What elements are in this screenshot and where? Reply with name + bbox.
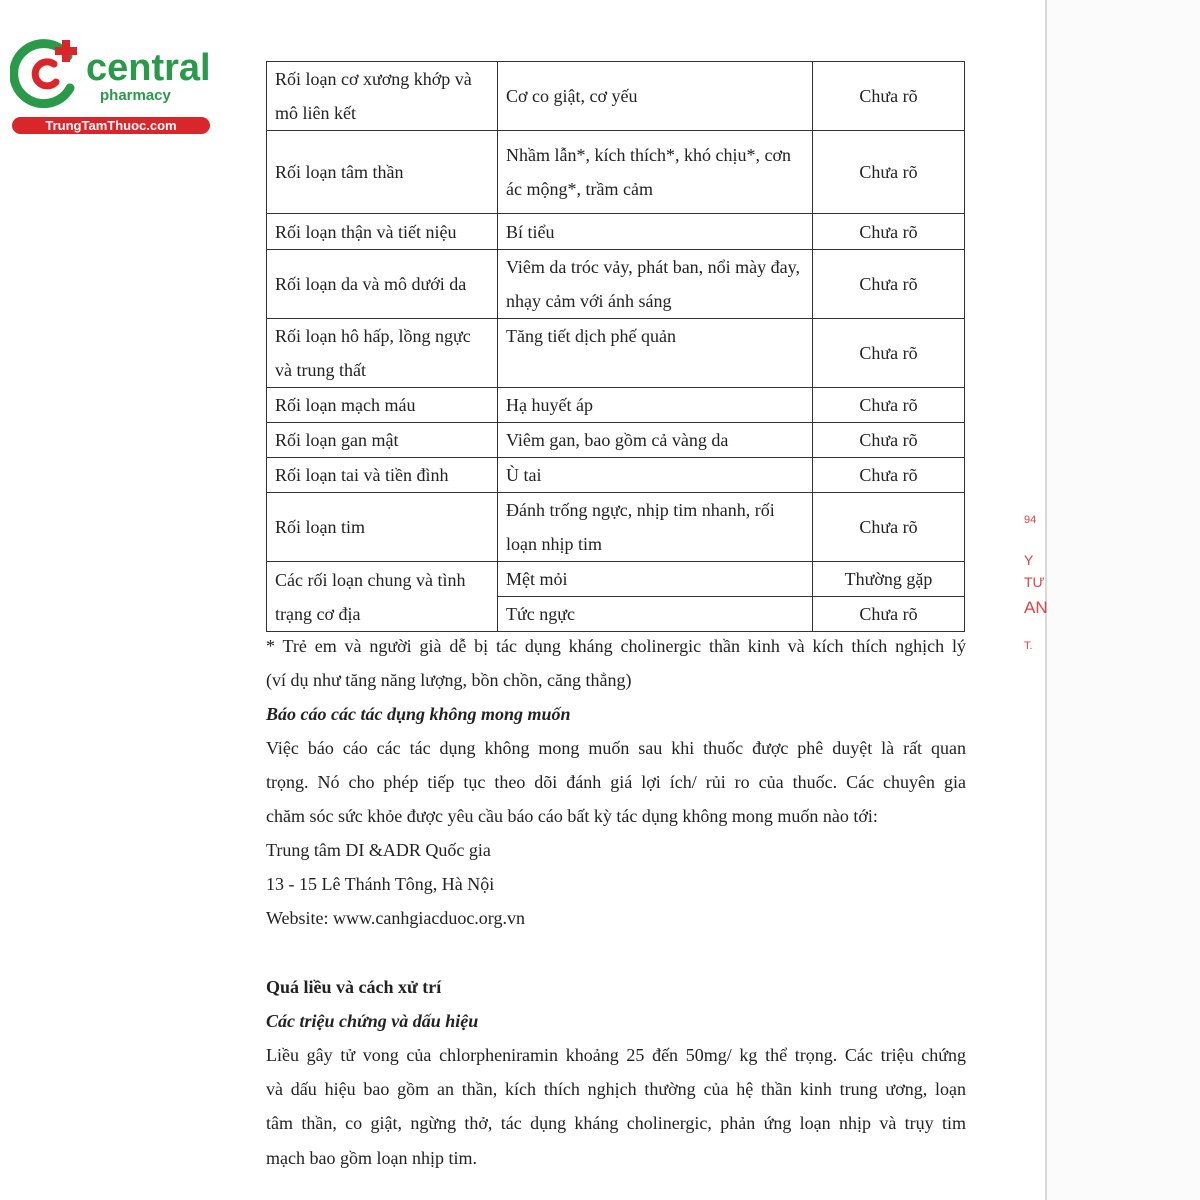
table-row bbox=[267, 250, 965, 319]
effect-cell: Ù tai bbox=[498, 458, 813, 493]
table-row bbox=[267, 319, 965, 388]
table-row bbox=[267, 423, 965, 458]
organ-cell: Rối loạn hô hấp, lồng ngực và trung thất bbox=[267, 319, 498, 388]
table-row bbox=[267, 458, 965, 493]
frequency-cell: Chưa rõ bbox=[813, 493, 965, 562]
logo-brand-text: central bbox=[86, 47, 211, 89]
report-address: 13 - 15 Lê Thánh Tông, Hà Nội bbox=[266, 874, 495, 894]
table-row bbox=[267, 562, 965, 597]
report-paragraph-line: trọng. Nó cho phép tiếp tục theo dõi đánh giá lợi ích/ rủi ro của thuốc. Các chuyên gia bbox=[266, 772, 966, 792]
organ-cell: Rối loạn da và mô dưới da bbox=[267, 250, 498, 319]
overdose-paragraph-line: tâm thần, co giật, ngừng thở, tác dụng kháng cholinergic, phản ứng loạn nhịp và trụy tim bbox=[266, 1113, 966, 1133]
effect-cell: Tăng tiết dịch phế quản bbox=[498, 319, 813, 388]
frequency-cell: Chưa rõ bbox=[813, 388, 965, 423]
page-margin bbox=[1047, 0, 1200, 1200]
report-website-link[interactable]: Website: www.canhgiacduoc.org.vn bbox=[266, 908, 525, 928]
organ-cell: Rối loạn thận và tiết niệu bbox=[267, 214, 498, 250]
overdose-subheading: Các triệu chứng và dấu hiệu bbox=[266, 1011, 479, 1031]
table-row bbox=[267, 214, 965, 250]
table-row bbox=[267, 388, 965, 423]
frequency-cell: Chưa rõ bbox=[813, 131, 965, 214]
logo-mark-icon bbox=[10, 38, 90, 108]
effect-cell: Mệt mỏi bbox=[498, 562, 813, 597]
report-center-name: Trung tâm DI &ADR Quốc gia bbox=[266, 840, 491, 860]
report-paragraph-line: chăm sóc sức khỏe được yêu cầu báo cáo bất kỳ tác dụng không mong muốn nào tới: bbox=[266, 806, 878, 826]
stamp-text: TƯ bbox=[1024, 574, 1045, 590]
report-paragraph-line: Việc báo cáo các tác dụng không mong muốn sau khi thuốc được phê duyệt là rất quan bbox=[266, 738, 966, 758]
report-heading: Báo cáo các tác dụng không mong muốn bbox=[266, 704, 571, 724]
organ-cell: Rối loạn tâm thần bbox=[267, 131, 498, 214]
frequency-cell: Chưa rõ bbox=[813, 597, 965, 632]
frequency-cell: Chưa rõ bbox=[813, 458, 965, 493]
footnote-line-1: * Trẻ em và người già dễ bị tác dụng kháng cholinergic thần kinh và kích thích nghịch lý bbox=[266, 636, 966, 656]
effect-cell: Cơ co giật, cơ yếu bbox=[498, 62, 813, 131]
organ-cell: Các rối loạn chung và tình trạng cơ địa bbox=[267, 562, 498, 632]
effect-cell: Viêm gan, bao gồm cả vàng da bbox=[498, 423, 813, 458]
organ-cell: Rối loạn gan mật bbox=[267, 423, 498, 458]
table-row bbox=[267, 131, 965, 214]
effect-cell: Viêm da tróc vảy, phát ban, nổi mày đay, nhạy cảm với ánh sáng bbox=[498, 250, 813, 319]
central-pharmacy-logo[interactable] bbox=[10, 38, 220, 138]
stamp-text: T. bbox=[1024, 640, 1033, 652]
footnote-line-2: (ví dụ như tăng năng lượng, bồn chồn, căng thẳng) bbox=[266, 670, 632, 690]
overdose-paragraph-line: Liều gây tử vong của chlorpheniramin khoảng 25 đến 50mg/ kg thể trọng. Các triệu chứng bbox=[266, 1045, 966, 1065]
effect-cell: Đánh trống ngực, nhịp tim nhanh, rối loạn nhịp tim bbox=[498, 493, 813, 562]
overdose-paragraph-line: mạch bao gồm loạn nhịp tim. bbox=[266, 1148, 477, 1168]
frequency-cell: Chưa rõ bbox=[813, 214, 965, 250]
frequency-cell: Chưa rõ bbox=[813, 62, 965, 131]
effect-cell: Hạ huyết áp bbox=[498, 388, 813, 423]
overdose-paragraph-line: và dấu hiệu bao gồm an thần, kích thích nghịch thường của hệ thần kinh trung ương, loạn bbox=[266, 1079, 966, 1099]
organ-cell: Rối loạn tim bbox=[267, 493, 498, 562]
frequency-cell: Chưa rõ bbox=[813, 423, 965, 458]
adverse-effects-table bbox=[266, 61, 965, 632]
stamp-text: 94 bbox=[1024, 514, 1037, 526]
effect-cell: Bí tiểu bbox=[498, 214, 813, 250]
stamp-text: AN bbox=[1024, 598, 1048, 617]
frequency-cell: Thường gặp bbox=[813, 562, 965, 597]
effect-cell: Tức ngực bbox=[498, 597, 813, 632]
organ-cell: Rối loạn tai và tiền đình bbox=[267, 458, 498, 493]
effect-cell: Nhầm lẫn*, kích thích*, khó chịu*, cơn ác mộng*, trầm cảm bbox=[498, 131, 813, 214]
stamp-text: Y bbox=[1024, 552, 1034, 568]
logo-site-badge: TrungTamThuoc.com bbox=[12, 117, 210, 134]
frequency-cell: Chưa rõ bbox=[813, 319, 965, 388]
red-stamp-fragment bbox=[1024, 500, 1050, 670]
organ-cell: Rối loạn mạch máu bbox=[267, 388, 498, 423]
logo-sub-text: pharmacy bbox=[100, 87, 171, 104]
frequency-cell: Chưa rõ bbox=[813, 250, 965, 319]
organ-cell: Rối loạn cơ xương khớp và mô liên kết bbox=[267, 62, 498, 131]
table-row bbox=[267, 493, 965, 562]
table-row bbox=[267, 62, 965, 131]
overdose-heading: Quá liều và cách xử trí bbox=[266, 977, 442, 997]
